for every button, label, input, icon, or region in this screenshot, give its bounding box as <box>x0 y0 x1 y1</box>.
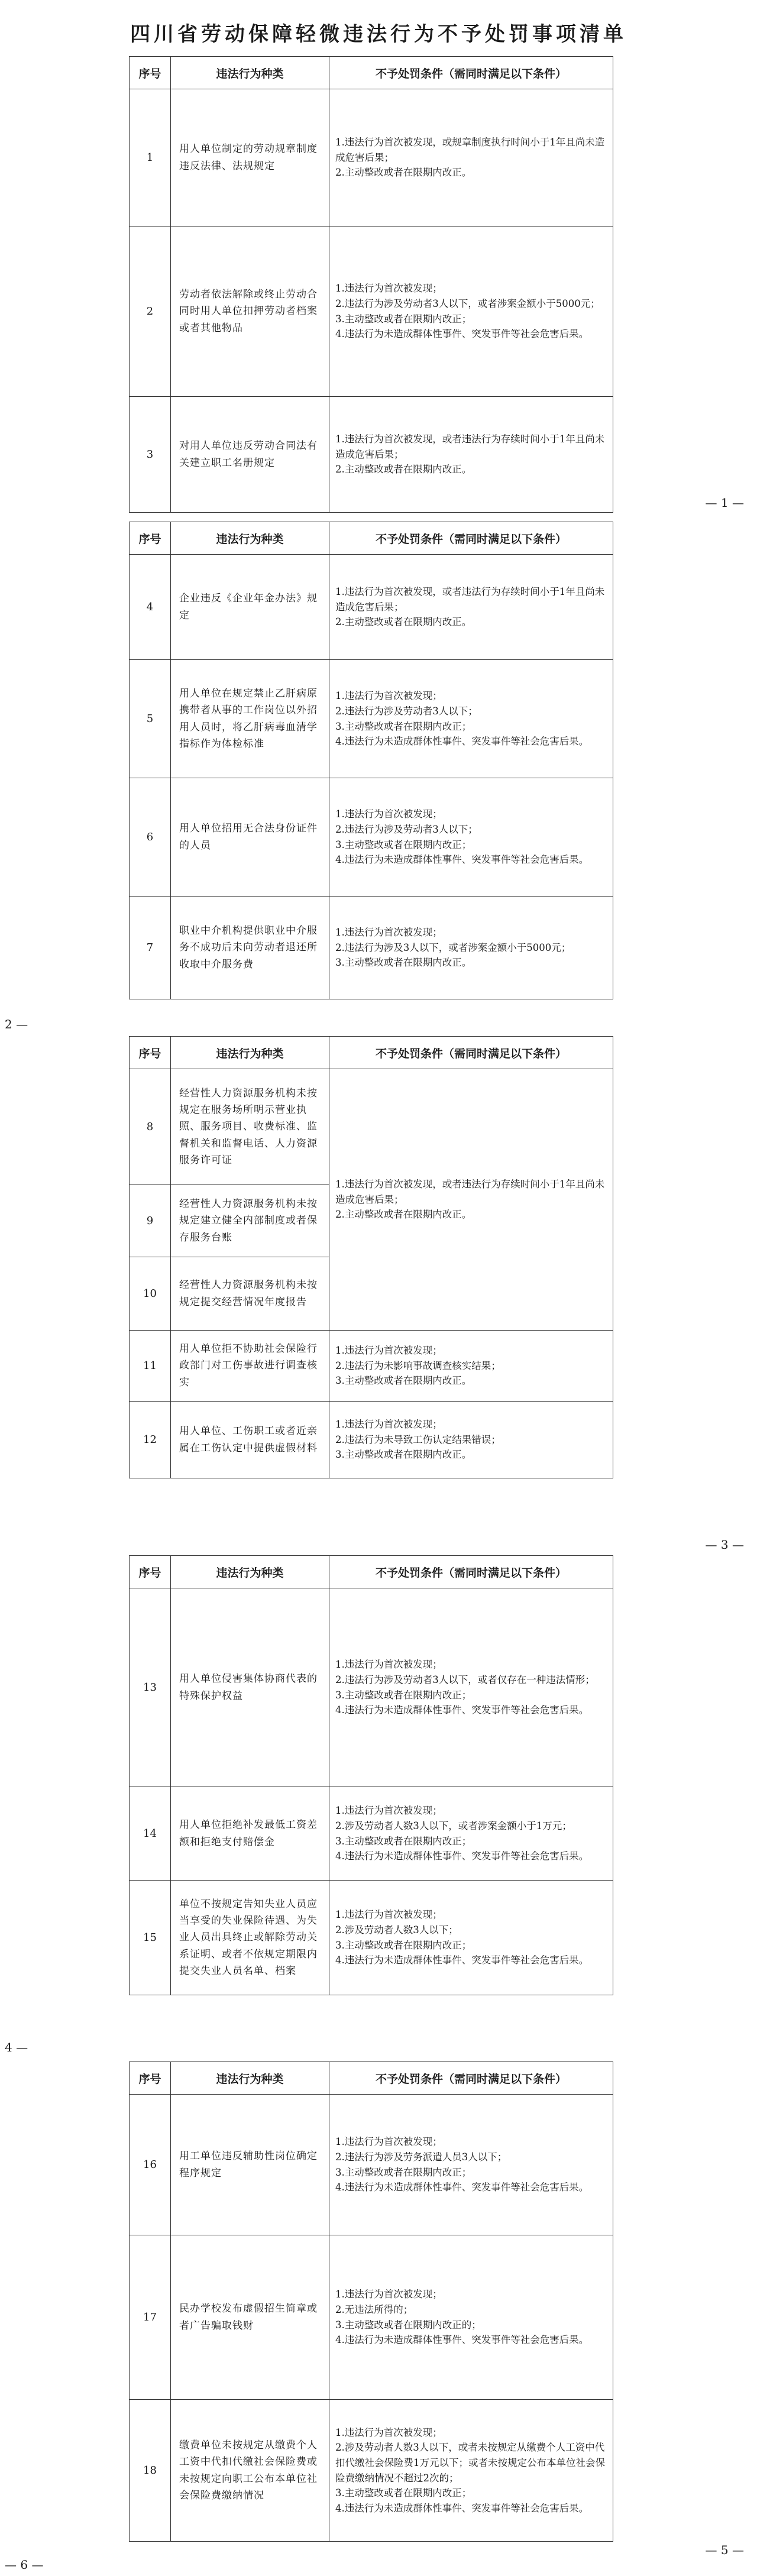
condition-line: 3.主动整改或者在限期内改正的； <box>335 2319 481 2331</box>
col-header-no: 序号 <box>130 522 171 555</box>
violation-type: 用人单位招用无合法身份证件的人员 <box>171 778 329 897</box>
condition-line: 1.违法行为首次被发现； <box>335 1805 442 1817</box>
header-row <box>130 1037 613 1069</box>
condition-line: 3.主动整改或者在限期内改正； <box>335 313 472 325</box>
col-header-cond: 不予处罚条件（需同时满足以下条件） <box>329 522 613 555</box>
table-row <box>130 226 613 397</box>
condition-line: 4.违法行为未造成群体性事件、突发事件等社会危害后果。 <box>335 1704 589 1716</box>
violation-type: 用人单位制定的劳动规章制度违反法律、法规规定 <box>171 89 329 226</box>
condition-line: 2.违法行为未影响事故调查核实结果； <box>335 1360 501 1371</box>
page-number: — 3 — <box>705 1538 744 1552</box>
exemption-conditions <box>329 897 613 999</box>
row-number: 18 <box>130 2400 171 2542</box>
table-row <box>130 778 613 897</box>
violation-type: 经营性人力资源服务机构未按规定在服务场所明示营业执照、服务项目、收费标准、监督机关和监督电话、人力资源服务许可证 <box>171 1069 329 1185</box>
table-row <box>130 2095 613 2235</box>
col-header-type: 违法行为种类 <box>171 57 329 89</box>
row-number: 14 <box>130 1787 171 1881</box>
table-row <box>130 1331 613 1402</box>
condition-line: 2.主动整改或者在限期内改正。 <box>335 1209 472 1221</box>
violation-type: 劳动者依法解除或终止劳动合同时用人单位扣押劳动者档案或者其他物品 <box>171 226 329 397</box>
header-row <box>130 522 613 555</box>
condition-line: 3.主动整改或者在限期内改正； <box>335 839 472 850</box>
page-number: 2 — <box>5 1017 28 1031</box>
condition-line: 2.违法行为涉及劳动者3人以下； <box>335 705 478 717</box>
exemption-conditions <box>329 660 613 778</box>
condition-line: 3.主动整改或者在限期内改正； <box>335 1939 472 1951</box>
page-number: — 6 — <box>5 2558 44 2572</box>
row-number: 3 <box>130 397 171 513</box>
exemption-conditions <box>329 1588 613 1787</box>
exemption-conditions <box>329 1787 613 1881</box>
col-header-cond: 不予处罚条件（需同时满足以下条件） <box>329 2062 613 2095</box>
col-header-type: 违法行为种类 <box>171 1556 329 1588</box>
row-number: 5 <box>130 660 171 778</box>
col-header-cond: 不予处罚条件（需同时满足以下条件） <box>329 1556 613 1588</box>
exemption-conditions <box>329 1331 613 1402</box>
condition-line: 1.违法行为首次被发现； <box>335 2426 442 2438</box>
condition-line: 2.主动整改或者在限期内改正。 <box>335 167 472 179</box>
condition-line: 2.违法行为涉及劳动者3人以下，或者仅存在一种违法情形； <box>335 1674 595 1685</box>
condition-line: 1.违法行为首次被发现； <box>335 2136 442 2148</box>
condition-line: 4.违法行为未造成群体性事件、突发事件等社会危害后果。 <box>335 328 589 340</box>
col-header-no: 序号 <box>130 1556 171 1588</box>
exemption-conditions <box>329 1069 613 1331</box>
table-row <box>130 2235 613 2400</box>
table-row <box>130 1787 613 1881</box>
table-row <box>130 1588 613 1787</box>
violation-type: 单位不按规定告知失业人员应当享受的失业保险待遇、为失业人员出具终止或解除劳动关系证明、或者不依规定期限内提交失业人员名单、档案 <box>171 1881 329 1995</box>
table-row <box>130 397 613 513</box>
condition-line: 1.违法行为首次被发现，或者违法行为存续时间小于1年且尚未造成危害后果； <box>335 586 605 613</box>
row-number: 2 <box>130 226 171 397</box>
row-number: 1 <box>130 89 171 226</box>
condition-line: 1.违法行为首次被发现； <box>335 1909 442 1921</box>
document-title: 四川省劳动保障轻微违法行为不予处罚事项清单 <box>130 22 627 46</box>
condition-line: 1.违法行为首次被发现，或规章制度执行时间小于1年且尚未造成危害后果； <box>335 137 605 163</box>
exemption-conditions <box>329 555 613 660</box>
row-number: 15 <box>130 1881 171 1995</box>
row-number: 4 <box>130 555 171 660</box>
page-number: — 1 — <box>705 496 744 510</box>
condition-line: 2.违法行为涉及劳务派遣人员3人以下； <box>335 2151 507 2163</box>
violation-type: 用人单位拒绝补发最低工资差额和拒绝支付赔偿金 <box>171 1787 329 1881</box>
condition-line: 1.违法行为首次被发现； <box>335 927 442 939</box>
col-header-no: 序号 <box>130 1037 171 1069</box>
row-number: 10 <box>130 1257 171 1331</box>
table-row <box>130 897 613 999</box>
condition-line: 3.主动整改或者在限期内改正； <box>335 720 472 732</box>
condition-line: 1.违法行为首次被发现，或者违法行为存续时间小于1年且尚未造成危害后果； <box>335 433 605 460</box>
table-row <box>130 1069 613 1185</box>
row-number: 9 <box>130 1185 171 1257</box>
exemption-conditions <box>329 1881 613 1995</box>
condition-line: 3.主动整改或者在限期内改正。 <box>335 1375 472 1387</box>
exemption-conditions <box>329 2095 613 2235</box>
header-row <box>130 1556 613 1588</box>
exemption-conditions <box>329 397 613 513</box>
violation-type: 用人单位、工伤职工或者近亲属在工伤认定中提供虚假材料 <box>171 1402 329 1478</box>
row-number: 11 <box>130 1331 171 1402</box>
exemption-conditions <box>329 778 613 897</box>
condition-line: 2.主动整改或者在限期内改正。 <box>335 616 472 628</box>
violation-type: 用工单位违反辅助性岗位确定程序规定 <box>171 2095 329 2235</box>
violation-type: 民办学校发布虚假招生简章或者广告骗取钱财 <box>171 2235 329 2400</box>
page-1-table <box>129 56 613 513</box>
violation-type: 经营性人力资源服务机构未按规定提交经营情况年度报告 <box>171 1257 329 1331</box>
condition-line: 2.涉及劳动者人数3人以下，或者未按规定从缴费个人工资中代扣代缴社会保险费1万元以下；或者未按规定公布本单位社会保险费缴纳情况不超过2次的； <box>335 2442 605 2484</box>
violation-type: 缴费单位未按规定从缴费个人工资中代扣代缴社会保险费或未按规定向职工公布本单位社会保险费缴纳情况 <box>171 2400 329 2542</box>
col-header-no: 序号 <box>130 57 171 89</box>
col-header-type: 违法行为种类 <box>171 1037 329 1069</box>
row-number: 16 <box>130 2095 171 2235</box>
page-number: 4 — <box>5 2040 28 2054</box>
condition-line: 1.违法行为首次被发现； <box>335 1345 442 1357</box>
violation-type: 经营性人力资源服务机构未按规定建立健全内部制度或者保存服务台账 <box>171 1185 329 1257</box>
exemption-conditions <box>329 226 613 397</box>
col-header-type: 违法行为种类 <box>171 522 329 555</box>
page-4-table <box>129 1555 613 1995</box>
table-row <box>130 89 613 226</box>
condition-line: 2.涉及劳动者人数3人以下； <box>335 1924 458 1936</box>
table-row <box>130 555 613 660</box>
page-3-table <box>129 1036 613 1478</box>
header-row <box>130 2062 613 2095</box>
page-number: — 5 — <box>705 2543 744 2557</box>
header-row <box>130 57 613 89</box>
condition-line: 4.违法行为未造成群体性事件、突发事件等社会危害后果。 <box>335 1954 589 1966</box>
row-number: 12 <box>130 1402 171 1478</box>
condition-line: 1.违法行为首次被发现； <box>335 690 442 702</box>
condition-line: 2.无违法所得的； <box>335 2303 413 2315</box>
exemption-conditions <box>329 89 613 226</box>
condition-line: 4.违法行为未造成群体性事件、突发事件等社会危害后果。 <box>335 854 589 866</box>
condition-line: 2.涉及劳动者人数3人以下，或者涉案金额小于1万元； <box>335 1820 572 1831</box>
col-header-no: 序号 <box>130 2062 171 2095</box>
table-row <box>130 2400 613 2542</box>
condition-line: 4.违法行为未造成群体性事件、突发事件等社会危害后果。 <box>335 2182 589 2193</box>
row-number: 8 <box>130 1069 171 1185</box>
condition-line: 3.主动整改或者在限期内改正； <box>335 2487 472 2499</box>
condition-line: 1.违法行为首次被发现； <box>335 808 442 820</box>
condition-line: 1.违法行为首次被发现，或者违法行为存续时间小于1年且尚未造成危害后果； <box>335 1179 605 1205</box>
condition-line: 3.主动整改或者在限期内改正。 <box>335 957 472 969</box>
condition-line: 1.违法行为首次被发现； <box>335 1419 442 1431</box>
violation-type: 企业违反《企业年金办法》规定 <box>171 555 329 660</box>
violation-type: 用人单位侵害集体协商代表的特殊保护权益 <box>171 1588 329 1787</box>
col-header-type: 违法行为种类 <box>171 2062 329 2095</box>
condition-line: 1.违法行为首次被发现； <box>335 283 442 295</box>
row-number: 17 <box>130 2235 171 2400</box>
row-number: 13 <box>130 1588 171 1787</box>
condition-line: 3.主动整改或者在限期内改正； <box>335 1689 472 1701</box>
condition-line: 3.主动整改或者在限期内改正。 <box>335 1449 472 1461</box>
violation-type: 用人单位在规定禁止乙肝病原携带者从事的工作岗位以外招用人员时，将乙肝病毒血清学指标作为体检标准 <box>171 660 329 778</box>
violation-type: 对用人单位违反劳动合同法有关建立职工名册规定 <box>171 397 329 513</box>
condition-line: 4.违法行为未造成群体性事件、突发事件等社会危害后果。 <box>335 2502 589 2514</box>
exemption-conditions <box>329 2400 613 2542</box>
violation-type: 职业中介机构提供职业中介服务不成功后未向劳动者退还所收取中介服务费 <box>171 897 329 999</box>
condition-line: 4.违法行为未造成群体性事件、突发事件等社会危害后果。 <box>335 736 589 747</box>
col-header-cond: 不予处罚条件（需同时满足以下条件） <box>329 57 613 89</box>
exemption-conditions <box>329 2235 613 2400</box>
condition-line: 2.主动整改或者在限期内改正。 <box>335 464 472 475</box>
condition-line: 3.主动整改或者在限期内改正； <box>335 1835 472 1847</box>
table-row <box>130 1402 613 1478</box>
col-header-cond: 不予处罚条件（需同时满足以下条件） <box>329 1037 613 1069</box>
condition-line: 4.违法行为未造成群体性事件、突发事件等社会危害后果。 <box>335 2334 589 2346</box>
violation-type: 用人单位拒不协助社会保险行政部门对工伤事故进行调查核实 <box>171 1331 329 1402</box>
table-row <box>130 660 613 778</box>
condition-line: 2.违法行为涉及劳动者3人以下； <box>335 823 478 835</box>
page-2-table <box>129 522 613 999</box>
page-5-table <box>129 2062 613 2542</box>
condition-line: 2.违法行为未导致工伤认定结果错误； <box>335 1433 501 1445</box>
condition-line: 3.主动整改或者在限期内改正； <box>335 2166 472 2178</box>
table-row <box>130 1881 613 1995</box>
condition-line: 2.违法行为涉及劳动者3人以下，或者涉案金额小于5000元； <box>335 297 600 309</box>
condition-line: 4.违法行为未造成群体性事件、突发事件等社会危害后果。 <box>335 1850 589 1862</box>
condition-line: 1.违法行为首次被发现； <box>335 1659 442 1671</box>
row-number: 7 <box>130 897 171 999</box>
exemption-conditions <box>329 1402 613 1478</box>
condition-line: 1.违法行为首次被发现； <box>335 2289 442 2300</box>
row-number: 6 <box>130 778 171 897</box>
condition-line: 2.违法行为涉及3人以下，或者涉案金额小于5000元； <box>335 941 571 953</box>
